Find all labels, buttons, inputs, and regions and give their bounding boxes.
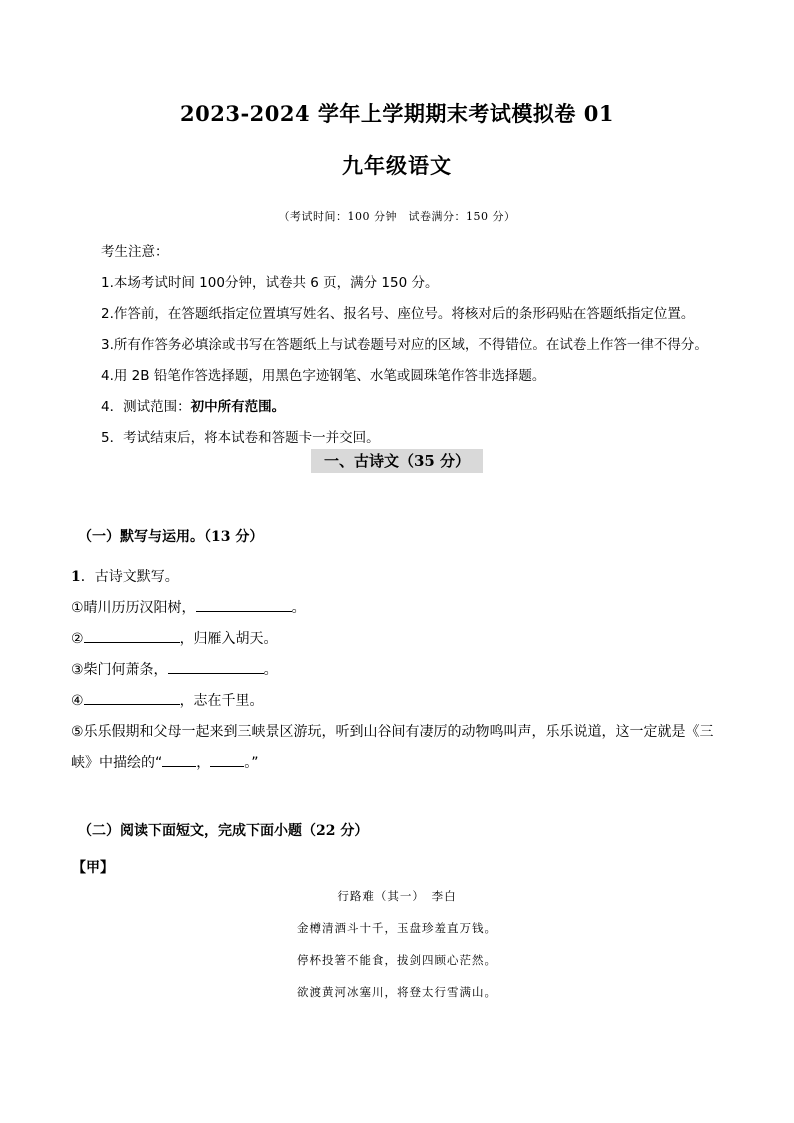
exam-meta: （考试时间：100 分钟 试卷满分：150 分）	[278, 210, 516, 223]
question-number: 1	[71, 569, 81, 585]
line-1-suffix: 。	[291, 600, 306, 616]
dictation-line-5-cont	[71, 752, 259, 772]
line-5-prefix: 峡》中描绘的“	[71, 755, 163, 771]
line-4-prefix: ④	[71, 693, 84, 709]
dictation-line-1	[71, 597, 306, 617]
line-3-prefix: ③柴门何萧条，	[71, 662, 168, 678]
part2-heading: （二）阅读下面短文，完成下面小题（22 分）	[78, 823, 369, 839]
line-5-comma: ，	[196, 755, 211, 771]
line-5-suffix: 。”	[244, 755, 259, 771]
answer-blank[interactable]	[84, 628, 180, 643]
question-1	[71, 566, 179, 586]
section-title: 一、古诗文（35 分）	[311, 449, 483, 473]
notice-item-5-bold: 初中所有范围。	[190, 399, 286, 415]
dictation-line-4	[71, 690, 264, 710]
notice-item-4: 4.用 2B 铅笔作答选择题，用黑色字迹钢笔、水笔或圆珠笔作答非选择题。	[101, 368, 546, 384]
dictation-line-5: ⑤乐乐假期和父母一起来到三峡景区游玩，听到山谷间有凄厉的动物鸣叫声，乐乐说道，这一定就是《三	[71, 724, 714, 740]
dictation-line-3	[71, 659, 278, 679]
poem-line-1: 金樽清酒斗十千，玉盘珍羞直万钱。	[297, 921, 497, 935]
part1-heading: （一）默写与运用。（13 分）	[78, 529, 264, 545]
passage-label: 【甲】	[72, 860, 114, 876]
notice-item-5-prefix: 4．测试范围：	[101, 399, 191, 415]
notice-item-1: 1.本场考试时间 100分钟，试卷共 6 页，满分 150 分。	[101, 275, 439, 291]
answer-blank[interactable]	[84, 690, 180, 705]
notice-heading: 考生注意：	[101, 244, 169, 260]
line-2-suffix: ，归雁入胡天。	[179, 631, 278, 647]
notice-item-2: 2.作答前，在答题纸指定位置填写姓名、报名号、座位号。将核对后的条形码贴在答题纸指定位置。	[101, 306, 695, 322]
poem-line-2: 停杯投箸不能食，拔剑四顾心茫然。	[297, 953, 497, 967]
exam-title: 2023-2024 学年上学期期末考试模拟卷 01	[180, 101, 614, 126]
dictation-line-2	[71, 628, 278, 648]
poem-line-3: 欲渡黄河冰塞川，将登太行雪满山。	[297, 985, 497, 999]
notice-item-5	[101, 395, 285, 415]
poem-title: 行路难（其一） 李白	[337, 889, 457, 903]
line-1-prefix: ①晴川历历汉阳树，	[71, 600, 196, 616]
answer-blank[interactable]	[210, 752, 244, 767]
line-3-suffix: 。	[263, 662, 278, 678]
answer-blank[interactable]	[196, 597, 292, 612]
line-2-prefix: ②	[71, 631, 84, 647]
question-text: ．古诗文默写。	[80, 569, 179, 585]
answer-blank[interactable]	[168, 659, 264, 674]
exam-subtitle: 九年级语文	[342, 153, 452, 178]
answer-blank[interactable]	[162, 752, 196, 767]
line-4-suffix: ，志在千里。	[179, 693, 264, 709]
notice-item-6: 5．考试结束后，将本试卷和答题卡一并交回。	[101, 430, 380, 446]
notice-item-3: 3.所有作答务必填涂或书写在答题纸上与试卷题号对应的区域，不得错位。在试卷上作答一律不得分。	[101, 337, 708, 353]
